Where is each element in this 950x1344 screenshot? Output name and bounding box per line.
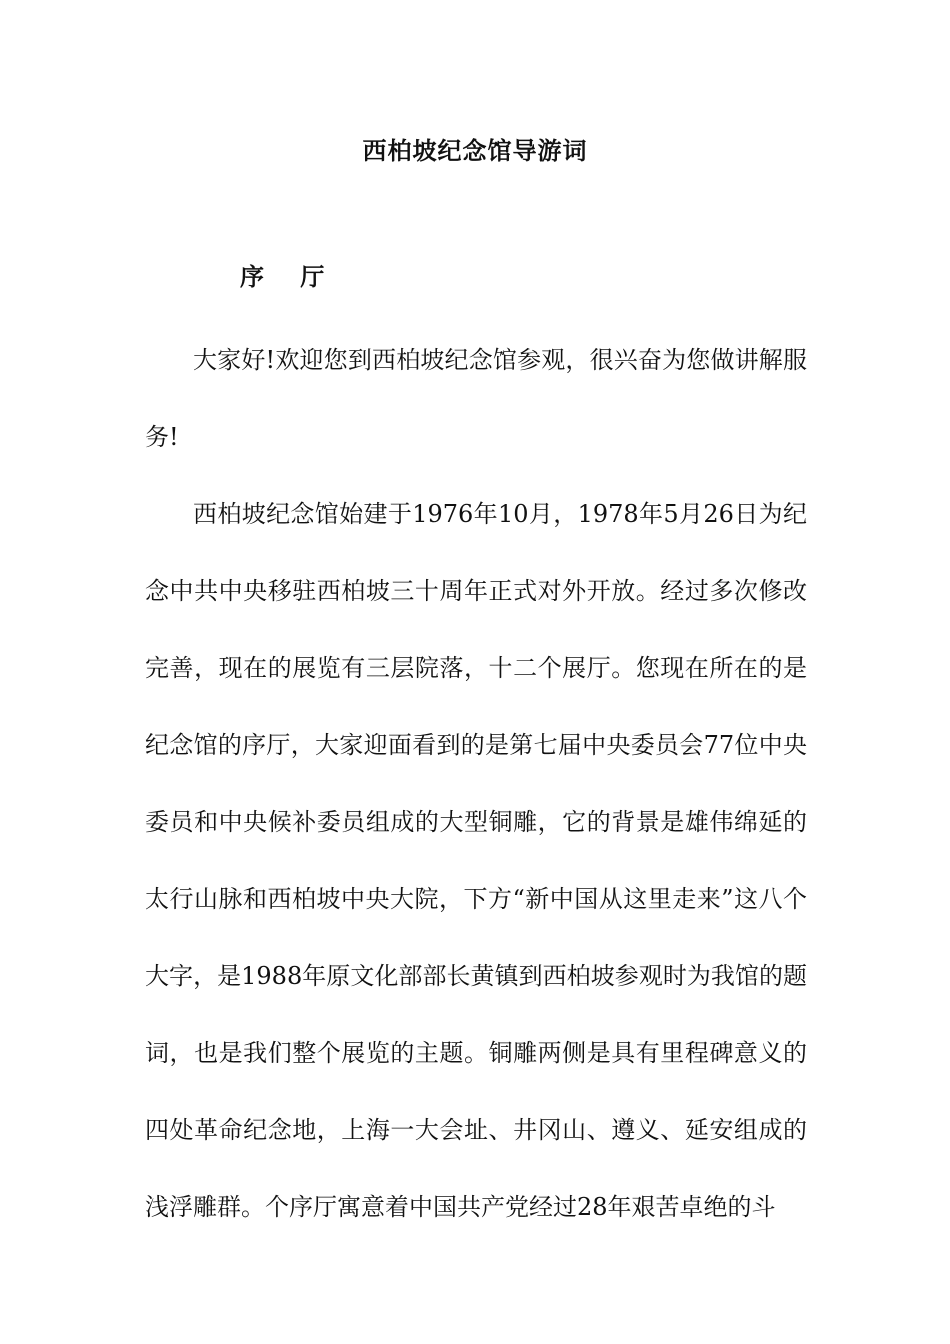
paragraph-museum-history: 西柏坡纪念馆始建于1976年10月，1978年5月26日为纪念中共中央移驻西柏坡三十周年正式对外开放。经过多次修改完善，现在的展览有三层院落，十二个展厅。您现在所在的是纪念馆的序厅，大家迎面看到的是第七届中央委员会77位中央委员和中央候补委员组成的大型铜雕，它的背景是雄伟绵延的太行山脉和西柏坡中央大院，下方“新中国从这里走来”这八个大字，是1988年原文化部部长黄镇到西柏坡参观时为我馆的题词，也是我们整个展览的主题。铜雕两侧是具有里程碑意义的四处革命纪念地，上海一大会址、井冈山、遵义、延安组成的浅浮雕群。个序厅寓意着中国共产党经过28年艰苦卓绝的斗 xyxy=(145,500,807,1221)
document-title: 西柏坡纪念馆导游词 xyxy=(362,136,588,165)
section-heading: 序 厅 xyxy=(240,262,339,291)
paragraph-greeting: 大家好!欢迎您到西柏坡纪念馆参观，很兴奋为您做讲解服务! xyxy=(145,346,807,451)
